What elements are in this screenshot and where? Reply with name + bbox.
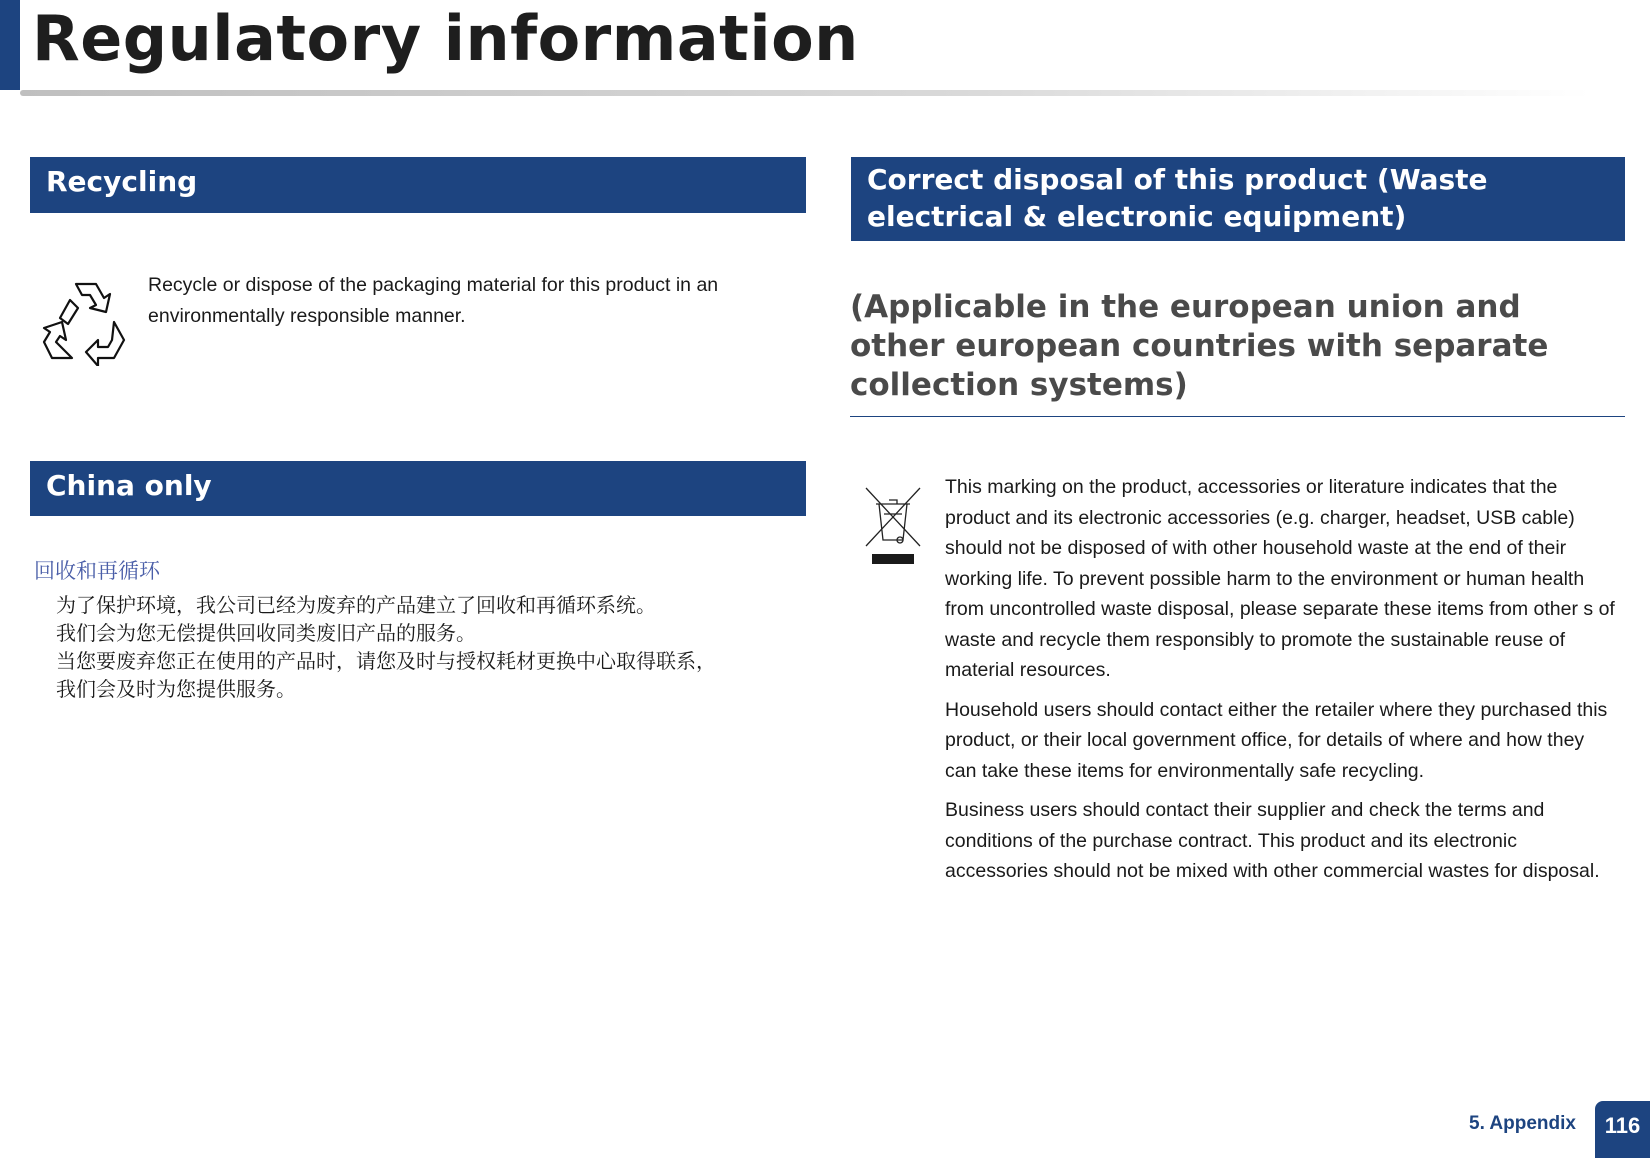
weee-paragraph-1: This marking on the product, accessories or literature indicates that the product and its electronic accessories (e.g. charger, headset, USB cable) should not be disposed of with other household waste at the end of their working life. To prevent possible harm to the environment or human health from uncontrolled waste disposal, please separate these items from other s of waste and recycle them responsibly to promote the sustainable reuse of material resources. xyxy=(945,476,1615,681)
subheading-divider xyxy=(850,416,1625,417)
weee-text-block xyxy=(945,472,1620,896)
china-line: 我们会为您无偿提供回收同类废旧产品的服务。 xyxy=(56,621,476,645)
weee-subheading: (Applicable in the european union and other european countries with separate collection systems) xyxy=(850,289,1549,403)
china-line: 我们会及时为您提供服务。 xyxy=(56,677,296,701)
recycling-section-header: Recycling xyxy=(30,157,806,213)
page-number: 116 xyxy=(1595,1101,1650,1158)
recycle-icon xyxy=(42,278,130,366)
china-line: 当您要废弃您正在使用的产品时，请您及时与授权耗材更换中心取得联系， xyxy=(56,649,716,673)
recycling-text: Recycle or dispose of the packaging material for this product in an environmentally responsible manner. xyxy=(148,274,719,327)
crossed-out-bin-icon xyxy=(862,484,924,566)
footer-section-label: 5. Appendix xyxy=(1469,1113,1576,1134)
title-underline xyxy=(20,90,1590,96)
weee-paragraph-2: Household users should contact either the retailer where they purchased this product, or their local government office, for details of where and how they can take these items for environmentally safe recycling. xyxy=(945,698,1608,782)
weee-paragraph-3: Business users should contact their supplier and check the terms and conditions of the purchase contract. This product and its electronic accessories should not be mixed with other commercial wastes for disposal. xyxy=(945,799,1600,882)
china-subheading: 回收和再循环 xyxy=(34,559,160,583)
china-text-block xyxy=(56,591,806,703)
page-title: Regulatory information xyxy=(32,2,859,75)
title-accent-bar xyxy=(0,0,20,90)
china-line: 为了保护环境，我公司已经为废弃的产品建立了回收和再循环系统。 xyxy=(56,593,656,617)
china-section-header: China only xyxy=(30,461,806,516)
weee-section-header: Correct disposal of this product (Waste electrical & electronic equipment) xyxy=(851,157,1625,241)
